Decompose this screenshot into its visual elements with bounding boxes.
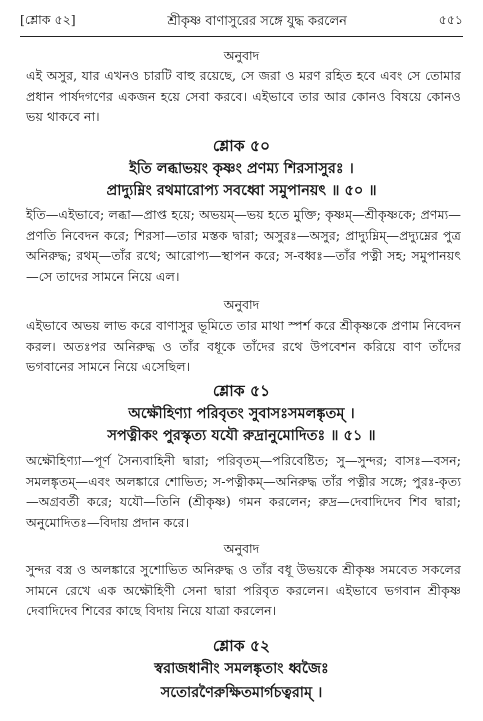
sloka-line: প্রাদ্যুম্নিং রথমারোপ্য সবধ্বো সমুপানয়ৎ ॥ ৫০ ॥ (106, 182, 377, 199)
synonyms-text: ইতি—এইভাবে; লব্ধা—প্রাপ্ত হয়ে; অভয়ম্—ভয় হতে মুক্তি; কৃষ্ণম্—শ্রীকৃষ্ণকে; প্রণম্য—প্রণতি নিবেদন করে; শিরসা—তার মস্তক দ্বারা; অসুরঃ—অসুর; প্রাদ্যুম্নিম্—প্রদ্যুম্নের পুত্র অনিরুদ্ধ; রথম্—তাঁর রথে; আরোপ্য—স্থাপন করে; স-বধ্বঃ—তাঁর পত্নী সহ; সমুপানয়ৎ—সে তাদের সামনে নিয়ে এল। (26, 207, 461, 284)
translation-heading: অনুবাদ (223, 48, 260, 63)
synonyms-paragraph (26, 451, 461, 533)
verse-title: শ্লোক ৫০ (212, 136, 271, 155)
verse-title: শ্লোক ৫১ (212, 381, 271, 400)
translation-paragraph (26, 66, 461, 128)
sloka-line: সতোরণৈরুক্ষিতমার্গচত্বরাম্ । (160, 684, 323, 701)
translation-heading: অনুবাদ (223, 541, 260, 556)
header-chapter-title: শ্রীকৃষ্ণ বাণাসুরের সঙ্গে যুদ্ধ করলেন (167, 13, 347, 29)
translation-text: সুন্দর বস্ত্র ও অলঙ্কারে সুশোভিত অনিরুদ্ধ ও তাঁর বধূ উভয়কে শ্রীকৃষ্ণ সমবেত সকলের সামনে রেখে এক অক্ষৌহিণী সেনা দ্বারা পরিবৃত করলেন। এইভাবে ভগবান শ্রীকৃষ্ণ দেবাদিদেব শিবের কাছে বিদায় নিয়ে যাত্রা করলেন। (26, 562, 461, 618)
sloka-line: ইতি লব্ধাভয়ং কৃষ্ণং প্রণম্য শিরসাসুরঃ । (129, 160, 354, 177)
translation-paragraph (26, 560, 461, 622)
synonyms-text: অক্ষৌহিণ্যা—পূর্ণ সৈন্যবাহিনী দ্বারা; পরিবৃতম্—পরিবেষ্টিত; সু—সুন্দর; বাসঃ—বসন; সমলঙ্কৃতম্—এবং অলঙ্কারে শোভিত; স-পত্নীকম্—অনিরুদ্ধ তাঁর পত্নীর সঙ্গে; পুরঃ-কৃত্য—অগ্রবর্তী করে; যযৌ—তিনি (শ্রীকৃষ্ণ) গমন করলেন; রুদ্র—দেবাদিদেব শিব দ্বারা; অনুমোদিতঃ—বিদায় প্রদান করে। (26, 453, 461, 530)
translation-heading: অনুবাদ (223, 297, 260, 312)
verse-title: শ্লোক ৫২ (212, 636, 271, 655)
translation-paragraph (26, 316, 461, 378)
sloka-line: স্বরাজধানীং সমলঙ্কৃতাং ধ্বজৈঃ (154, 660, 329, 677)
translation-text: এই অসুর, যার এখনও চারটি বাহু রয়েছে, সে জরা ও মরণ রহিত হবে এবং সে তোমার প্রধান পার্ষদগণের একজন হয়ে সেবা করবে। এইভাবে তার আর কোনও বিষয়ে কোনও ভয় থাকবে না। (26, 68, 461, 124)
sloka-line: অক্ষৌহিণ্যা পরিবৃতং সুবাসঃসমলঙ্কৃতম্ । (128, 405, 355, 422)
sloka-line: সপত্নীকং পুরস্কৃত্য যযৌ রুদ্রানুমোদিতঃ ॥ ৫১ ॥ (107, 427, 376, 444)
header-verse-ref: [শ্লোক ৫২] (20, 12, 76, 27)
running-header (20, 12, 463, 32)
header-rule (20, 36, 463, 37)
synonyms-paragraph (26, 205, 461, 287)
page-number: ৫৫১ (438, 12, 463, 27)
translation-text: এইভাবে অভয় লাভ করে বাণাসুর ভূমিতে তার মাথা স্পর্শ করে শ্রীকৃষ্ণকে প্রণাম নিবেদন করল। অতঃপর অনিরুদ্ধ ও তাঁর বধূকে তাঁদের রথে উপবেশন করিয়ে বাণ তাঁদের ভগবানের সামনে নিয়ে এসেছিল। (26, 318, 461, 374)
